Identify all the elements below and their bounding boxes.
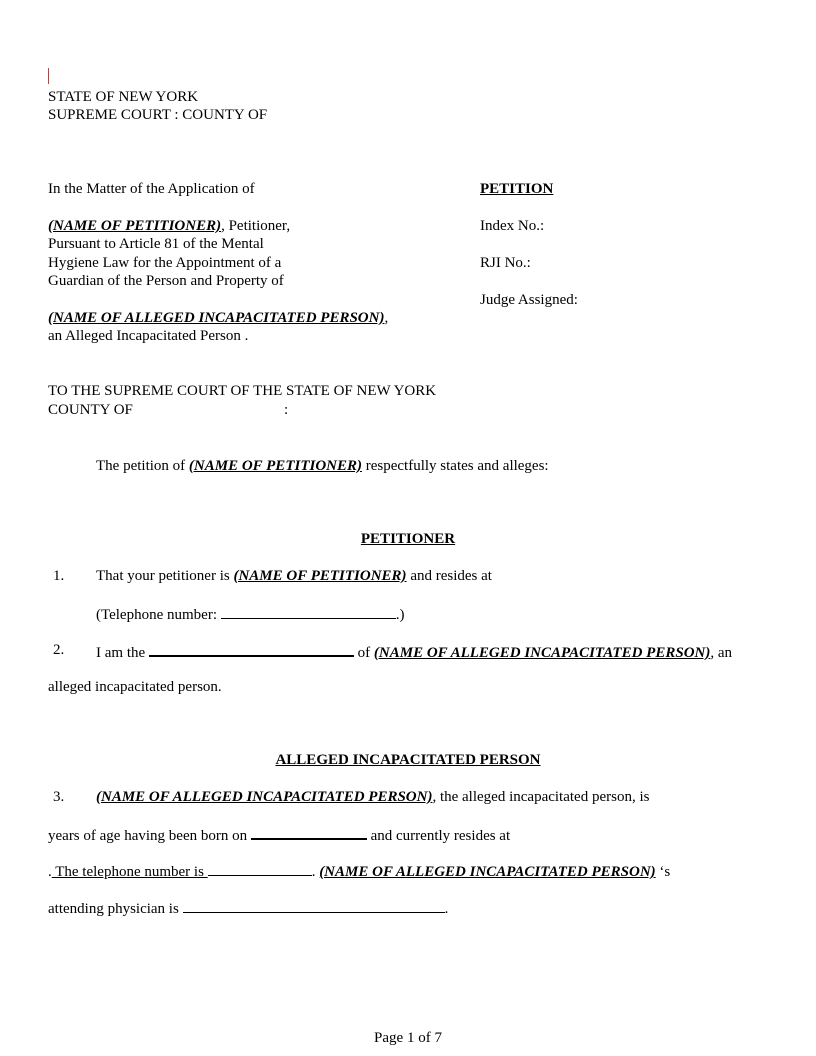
index-number-label: Index No.:: [480, 218, 545, 234]
phone-suffix: .): [395, 607, 405, 623]
article-line-1: Pursuant to Article 81 of the Mental: [48, 236, 264, 252]
telephone-blank[interactable]: [221, 604, 396, 619]
aip-suffix: ,: [384, 310, 389, 326]
birth-date-blank[interactable]: [251, 824, 367, 840]
article-line-2: Hygiene Law for the Appointment of a: [48, 255, 282, 271]
intro-prefix: The petition of: [96, 458, 189, 474]
phone-prefix: (Telephone number:: [96, 607, 221, 623]
document-title: PETITION: [480, 181, 554, 197]
aip-name-placeholder: (NAME OF ALLEGED INCAPACITATED PERSON): [48, 310, 385, 326]
intro-petitioner-placeholder: (NAME OF PETITIONER): [188, 458, 362, 474]
p3-aip-placeholder: (NAME OF ALLEGED INCAPACITATED PERSON): [96, 789, 433, 805]
p1-petitioner-placeholder: (NAME OF PETITIONER): [233, 568, 407, 584]
text-cursor: [48, 68, 49, 84]
p2-prefix: I am the: [96, 645, 149, 661]
paragraph-2-number: 2.: [53, 642, 65, 658]
paragraph-3-line-4: [48, 898, 448, 918]
relationship-blank[interactable]: [149, 641, 354, 657]
p3-line3-aip-placeholder: (NAME OF ALLEGED INCAPACITATED PERSON): [319, 864, 656, 880]
p3-line3-mid: .: [311, 864, 320, 880]
petitioner-suffix: , Petitioner,: [221, 218, 291, 234]
p3-line3-prefix: The telephone number is: [51, 864, 208, 880]
court-header: SUPREME COURT : COUNTY OF: [48, 107, 268, 123]
p1-suffix: and resides at: [406, 568, 492, 584]
paragraph-2-line-2: alleged incapacitated person.: [48, 679, 222, 695]
physician-blank[interactable]: [183, 898, 445, 913]
aip-telephone-blank[interactable]: [208, 861, 312, 876]
matter-line: In the Matter of the Application of: [48, 181, 255, 197]
p2-of: of: [353, 645, 374, 661]
paragraph-1: [96, 567, 492, 585]
court-address-line-1: TO THE SUPREME COURT OF THE STATE OF NEW YORK: [48, 383, 437, 399]
p3-line4-prefix: attending physician is: [48, 901, 183, 917]
paragraph-2: [96, 641, 732, 662]
p3-line3-suffix: ‘s: [655, 864, 671, 880]
intro-suffix: respectfully states and alleges:: [362, 458, 549, 474]
p3-line2-prefix: years of age having been born on: [48, 828, 251, 844]
paragraph-3-number: 3.: [53, 789, 65, 805]
p3-line2-suffix: and currently resides at: [366, 828, 511, 844]
p2-aip-placeholder: (NAME OF ALLEGED INCAPACITATED PERSON): [373, 645, 711, 661]
petitioner-caption-line: [48, 217, 290, 235]
state-header: STATE OF NEW YORK: [48, 89, 199, 105]
page-number: Page 1 of 7: [374, 1030, 442, 1046]
paragraph-3-line-3: [48, 861, 670, 881]
petitioner-section-heading: PETITIONER: [360, 531, 456, 547]
aip-section-heading: ALLEGED INCAPACITATED PERSON: [275, 752, 541, 768]
paragraph-3-line-2: [48, 824, 510, 845]
p3-line3-dot: .: [48, 864, 52, 880]
petitioner-name-placeholder: (NAME OF PETITIONER): [48, 218, 222, 234]
court-address-colon: :: [284, 402, 289, 418]
aip-description: an Alleged Incapacitated Person .: [48, 328, 249, 344]
aip-caption-line: [48, 309, 388, 327]
article-line-3: Guardian of the Person and Property of: [48, 273, 284, 289]
intro-paragraph: [96, 457, 549, 475]
p2-suffix: , an: [710, 645, 733, 661]
paragraph-3: [96, 788, 649, 806]
p3-line4-suffix: .: [444, 901, 449, 917]
p3-suffix: , the alleged incapacitated person, is: [432, 789, 650, 805]
court-address-line-2: COUNTY OF: [48, 402, 133, 418]
p1-prefix: That your petitioner is: [96, 568, 234, 584]
paragraph-1-number: 1.: [53, 568, 65, 584]
rji-number-label: RJI No.:: [480, 255, 531, 271]
telephone-line: [96, 604, 405, 624]
judge-assigned-label: Judge Assigned:: [480, 292, 578, 308]
